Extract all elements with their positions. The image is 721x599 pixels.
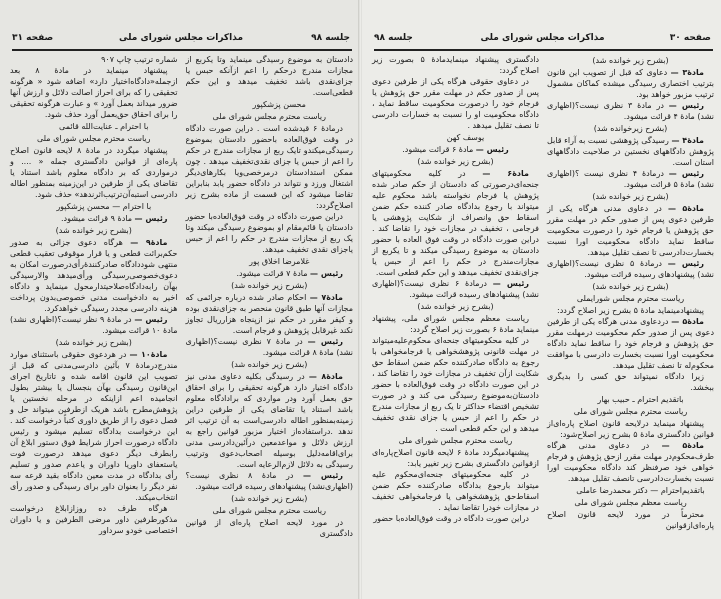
paragraph [186,517,354,539]
paragraph-text: ریاست محترم مجلس شورای ملی [398,436,513,445]
paragraph-text: (بشرح زیر خوانده شد) [231,494,308,503]
paragraph [547,203,714,258]
centered-line [547,497,714,508]
paragraph-text: مادهٔ ۹ قرائت میشود. [60,214,135,223]
paragraph [186,371,354,470]
paragraph [547,371,714,393]
paragraph [10,213,178,224]
centered-line [547,55,714,66]
centered-line [186,280,354,291]
paragraph [547,316,714,371]
paragraph [186,211,354,255]
paragraph-text: در مادهٔ ۹ نظر نیست؟(اظهاری نشد) مادهٔ ۱۰ قرائت میشود. [10,315,178,335]
paragraph [186,123,354,211]
paragraph-text: درمادهٔ ۴ نظری نیست ؟(اظهاری نشد) مادهٔ ۵ قرائت میشود. [547,169,714,189]
paragraph [372,54,539,76]
signature-line [10,201,178,212]
paragraph [547,440,714,484]
paragraph-text: در کلیه محکومیتهای جنحه‌ای محکوم‌علیه‌میتواند در مهلت قانونی پژوهشخواهی یا فرجامخواهی با رجوع به دادگاه صادرکننده حکم ضمن اسقاط حق شکایت ازآن تخفیف در مجازات خود را تقاضا کند ، در این صورت دادگاه در وقت فوق‌العاده با حضور دادستان‌به‌موضوع رسیدگی می کند و در صورت تشخیص اقتضاء حداکثر تا یک ربع از مجازات مندرج در حکم را اعم از حبس یا جزای نقدی تخفیف میدهد و این حکم قطعی است . [372,336,539,433]
centered-line [547,123,714,134]
paragraph-text: هرگاه دعوی جزائی به صدور حکم‌برائت قطعی و یا قرار موقوفی تعقیب قطعی منتهی شوددادگاه صادرکنندهٔ‌رأی‌درصورت امکان به دعوی‌خصوصی‌رسیدگی ورأی‌میدهد والارسیدگی بهآن رابه‌دادگاه‌صلاحیتدار‌محول مینماید و دادگاه اخیر به دادخواست مدنی خصوصی‌بدون پرداخت هزینه دادرسی مجدد رسیدگی خواهدکرد. [10,238,178,313]
text-column [186,54,354,539]
centered-line [10,337,178,348]
paragraph-text: در کلیه محکومیتهای جنحه‌ای‌درصورتی که دادستان از حکم صادر شده پژوهش یا فرجام نخواسته باشد محکوم علیه میتواند با رجوع بدادگاه صادر کننده حکم ضمن اسقاط حق وانصراف از شکایت پژوهشی یا فرجامی ، تخفیف در مجازات خود را تقاضا کند . دراین صورت دادگاه در وقت فوق العاده با حضور دادستان به موضوع رسیدگی میکند و تا یکربع از مجازات‌مندرج در حکم را اعم از حبس یا جزای‌نقدی تخفیف میدهد و این حکم قطعی است. [372,169,539,277]
centered-line [372,435,539,446]
text-columns [10,54,353,539]
session-number: جلسه ۹۸ [374,33,413,43]
speaker-or-article-label: مادهٔ۵ — [671,317,704,326]
paragraph-text: محترماً در مورد لایحه قانون اصلاح پاره‌ای‌ازقوانین [547,510,714,530]
paragraph [372,513,539,524]
text-column [10,54,178,539]
publication-title: مذاکرات مجلس شورای ملی [480,33,605,43]
paragraph-text: در مورد لایحه اصلاح پاره‌ای از قوانین دادگستری [185,518,353,538]
signature-line [186,256,354,267]
speaker-or-article-label: رئیس — [307,337,344,346]
paragraph [547,509,714,531]
paragraph-text: پیشنهاد میگردد در مادهٔ ۸ لایحه قانون اصلاح پاره‌ای از قوانین دادگستری جمله « .... و درمواردی که بر دادگاه معلوم باشد استناد یا تقاضای یکی از طرفین در این‌زمینه بمنظور اطاله دادرسی استبه‌آن‌ترتیب‌اثرندهد» حذف شود. [10,146,178,199]
speaker-or-article-label: رئیس — [310,269,343,278]
paragraph-text: هرگاه طرف ده روزازابلاغ درخواست مذکورطرفین داور مرضی الطرفین و یا داوران اختصاصی خودو سرداور [10,504,178,535]
publication-title: مذاکرات مجلس شورای ملی [118,33,244,43]
paragraph [10,237,178,314]
signature-line [547,394,714,405]
paragraph [372,168,539,278]
page-number: صفحه ۳۱ [12,33,54,43]
paragraph-text: در مادهٔ ۷ نظری نیست؟(اظهاری نشد) مادهٔ ۸ قرائت میشود. [185,337,353,357]
paragraph [372,469,539,513]
speaker-or-article-label: مادهٔ۷ — [309,293,343,302]
paragraph [10,65,178,120]
centered-line [372,156,539,167]
paragraph-text: در هردعوی حقوقی باستثنای موارد مندرج‌درمادهٔ ۷ بآئین دادرسی‌مدنی که قبل از تصویب این قانون اقامه شده و تاتاریخ اجرای این‌قانون رسیدگی بهآن بنجسال یا بیشتر بطول انجامیده اعم ازاینکه در مرحله نخستین یا پژوهش‌مطرح باشد هریک ازطرفین میتواند حل و فصل دعوی را از طریق داوری کتباً درخواست کند . این درخواست بدادگاه تسلیم میشود و رئیس دادگاه درصورت احراز شرایط فوق دستور ابلاغ آن رابطرف دیگر دعوی میدهد درصورت فوت یاستعفای داوریا داوران و یاعدم صدور و تسلیم رأی بدادگاه در مدت معین دادگاه بقید قرعه سه نفر دیگر را بعنوان داور برای رسیدگی و صدور رأی انتخاب‌میکند. [10,350,178,502]
text-columns [372,54,714,531]
centered-line [186,505,354,516]
paragraph-text: رسیدگی پژوهشی نسبت به آراء قابل پژوهش دادگاههای نخستین در صلاحیت دادگاههای استان است. [547,136,714,167]
paragraph-text: (بشرح زیر خوانده شد) [592,192,669,201]
paragraph [547,418,714,440]
signature-line [186,99,354,110]
centered-line [547,406,714,417]
paragraph-text: پیشنهاد مینماید در مادهٔ ۸ بعد ازجمله«دادگاه‌اختیار دارد» اضافه شود « هرگونه تحقیقی را که برای احراز اصالت دلائل و ارزش آنها ضرور میداند بعمل آورد » و عبارت هرگونه تحقیقی را برای احقاق حق‌بعمل آورد حذف شود. [10,66,178,119]
centered-line [10,133,178,144]
paragraph [186,292,354,336]
paragraph-text: مادهٔ ۶ قرائت میشود. [402,145,476,154]
paragraph-text: درمادهٔ ۵ نظری نیست؟(اظهاری نشد) پیشنهادهای رسیده قرائت میشود. [547,259,714,279]
speaker-or-article-label: مادهٔ۵ — [661,441,704,450]
paragraph-text: (بشرح زیر خوانده شد) [417,302,494,311]
centered-line [186,359,354,370]
paragraph-text: ریاست معظم مجلس شورای ملی، پیشنهاد مینماید مادهٔ ۶ بصورت زیر اصلاح گردد: [372,314,539,334]
speaker-or-article-label: مادهٔ۴ — [671,136,704,145]
paragraph-text: ریاست محترم مجلس شورای ملی [212,506,327,515]
paragraph [372,76,539,131]
paragraph-text: در دعاوی مدنی هرگاه یکی از طرفین دعوی پس از صدور حکم در مهلت مقرر حق پژوهش یا فرجام خود را درصورت محکومیت ساقط نماید دادگاه محکومیت اورا نسبت بخسارت‌دادرسی تا نصف تقلیل میدهد. [547,204,714,257]
paragraph [186,268,354,279]
paragraph-text: در دعاوی حقوقی هرگاه یکی از طرفین دعوی پس از صدور حکم در مهلت مقرر حق پژوهش یا فرجام خود را درصورت محکومیت ساقط نماید ، دادگاه محکومیت او را نسبت به خسارات دادرسی تا نصف تقلیل میدهد . [372,77,539,130]
speaker-or-article-label: مادهٔ۵ — [667,204,704,213]
paragraph-text: (بشرح زیر خوانده شد) [417,157,494,166]
paragraph-text: ریاست معظم مجلس شورای ملی [574,498,687,507]
centered-line [186,111,354,122]
paragraph-text: دادگستری پیشنهاد مینمایدمادهٔ ۵ بصورت زیر اصلاح گردد: [372,55,540,75]
paragraph [372,313,539,335]
paragraph-text: دعاوی که قبل از تصویب این قانون بترتیب اختصاری رسیدگی میشده کماکان مشمول ترتیب مزبور خواهد بود. [547,68,714,99]
paragraph-text: در مادهٔ ۸ نظری نیست؟ (اظهاری‌نشد) پیشنهادهای رسیده قرائت میشود. [185,471,353,491]
paragraph [547,305,714,316]
centered-line [547,293,714,304]
paragraph [372,447,539,469]
paragraph-text: پیشنهادمینماید مادهٔ ۵ بشرح زیر اصلاح گردد: [557,306,704,315]
paragraph-text: ریاست محترم مجلس شورای ملی [573,407,688,416]
paragraph-text: ریاست محترم مجلس شورایملی [576,294,685,303]
paragraph-text: در دعاوی مدنی هرگاه طرف‌محکوم‌در مهلت مقرر ازحق پژوهش و فرجام خواهی خود صرفنظر کند دادگاه محکومیت اورا نسبت بخسارت‌دادرسی تانصف تقلیل میدهد. [547,441,714,483]
paragraph-text: باتقدیم‌احترام — دکتر محمدرضا عاملی [576,486,705,495]
centered-line [10,225,178,236]
paragraph-text: محسن پزشکپور [252,100,306,109]
speaker-or-article-label: مادهٔ۸ — [308,372,343,381]
paragraph [372,278,539,300]
paragraph-text: در رسیدگی بکلیه دعاوی مدنی نیز دادگاه اختیار دارد هرگونه تحقیقی را برای احقاق حق بعمل آورد ودر مواردی که برادادگاه معلوم باشد استناد یا تقاضای یکی از طرفین دراین زمینه‌بمنظور اطاله دادرسی‌است به آن ترتیب اثر ندهد .دراستفاده‌از اختیار مزبور قوانین راجع به ارزش دلائل و مواعدمعین درآئین‌دادرسی مدنی برای‌اقامه‌دلیل بوسیله اصحاب‌دعوی وترتیب رسیدگی به دلائل لازم‌الرعایه است. [185,372,353,469]
centered-line [372,144,539,155]
paragraph [186,470,354,492]
paragraph-text: دردعاوی مدنی هرگاه یکی از طرفین دعوی پس از صدور حکم محکومیت درمهلت مقرر حق پژوهش و فرجام خود را ساقط نماید دادگاه محکومیت اورا نسبت بخسارت دادرسی با موافقت محکوم‌له تا نصف تقلیل میدهد. [547,317,714,370]
page-header [12,30,350,46]
paragraph-text: دراین صورت دادگاه در وقت فوق‌العاده‌با حضور دادستان یا قائم‌مقام او بموضوع رسیدگی میکند وتا یک ربع از مجازات مندرج در حکم را اعم از حبس یاجزای نقدی تخفیف میدهد. [185,212,353,254]
paragraph-text: ریاست محترم مجلس شورای ملی [36,134,151,143]
paragraph [186,54,354,98]
paragraph [10,54,178,65]
centered-line [372,301,539,312]
speaker-or-article-label: مادهٔ۶ — [482,169,529,178]
paragraph-text: (بشرح زیر خوانده شد) [231,281,308,290]
paragraph [547,100,714,122]
paragraph-text: دراین صورت دادگاه در وقت فوق‌العاده‌با حضور [373,514,529,523]
paragraph-text: (بشرح زیر خوانده شد) [592,56,669,65]
speaker-or-article-label: رئیس — [668,101,705,110]
speaker-or-article-label: رئیس — [667,259,705,268]
paragraph [10,145,178,200]
centered-line [186,493,354,504]
paragraph-text: در مادهٔ ۳ نظری نیست؟(اظهاری نشد) مادهٔ ۴ قرائت میشود. [547,101,714,121]
header-rule [374,49,713,51]
paragraph-text: (بشرح زیرخوانده شد) [593,124,668,133]
header-rule [12,49,352,51]
paragraph-text: پیشنهادمیگردد مادهٔ ۶ لایحه قانون اصلاح‌پاره‌ای ازقوانین دادگستری بشرح زیر تغییر یابد: [372,448,539,468]
speaker-or-article-label: مادهٔ۹ — [130,238,168,247]
signature-line [372,132,539,143]
paragraph-text: یوسف کهن [446,133,485,142]
paragraph-text: احکام صادر شده درباره جرائمی که مجازات آنها طبق قانون منحصر به جزای‌نقدی بوده و کیفر مقرر در حکم نیز ازپنجاه هزارریال تجاوز نکند غیرقابل پژوهش و فرجام است. [185,293,353,335]
paragraph-text: شماره ترتیب چاپ ۹۰۷ [101,55,178,64]
speaker-or-article-label: مادهٔ۱۰ — [129,350,168,359]
paragraph [186,336,354,358]
page-30 [362,0,721,599]
paragraph [10,349,178,503]
paragraph [372,335,539,434]
speaker-or-article-label: مادهٔ۳ — [670,68,704,77]
centered-line [547,191,714,202]
paragraph [10,314,178,336]
paragraph-text: زیرا دادگاه نمیتواند حق کسی را بدیگری ببخشد. [547,372,714,392]
text-column [372,54,539,531]
paragraph-text: درمادهٔ ۶ نظری نیست؟(اظهاری نشد) پیشنهادهای رسیده قرائت میشود. [372,279,539,299]
paragraph [547,67,714,100]
page-number: صفحه ۳۰ [669,33,711,43]
paragraph-text: (بشرح زیر خوانده شد) [231,360,308,369]
paragraph [547,168,714,190]
paragraph-text: مادهٔ ۷ قرائت میشود. [236,269,311,278]
signature-line [547,485,714,496]
page-header [374,30,711,46]
speaker-or-article-label: رئیس — [134,315,168,324]
paragraph-text: دادستان به موضوع رسیدگی مینماید وتا یکربع از مجازات مندرج درحکم را اعم ازآنکه حبس یا جزای‌نقدی باشد تخفیف میدهد و این حکم قطعی‌است. [185,55,353,97]
paragraph-text: ریاست محترم مجلس شورای ملی [212,112,327,121]
paragraph [547,258,714,280]
paragraph-text: باتقدیم احترام ـ حبیب بهار [597,395,684,404]
signature-line [10,121,178,132]
speaker-or-article-label: رئیس — [134,214,168,223]
paragraph-text: در کلیه محکومیتهای جنحه‌ای‌محکوم علیه میتواند بارجوع بدادگاه صادرکننده حکم ضمن اسقاط‌حق پژوهشخواهی یا فرجامخواهی تخفیف در مجازات خود‌را تقاضا نماید . [372,470,539,512]
paragraph-text: با احترام ـ عنایت‌الله قائمی [59,122,149,131]
speaker-or-article-label: رئیس — [303,471,344,480]
paragraph-text: (بشرح زیر خوانده شد) [55,338,132,347]
paragraph [547,135,714,168]
paragraph-text: (بشرح زیر خوانده شد) [55,226,132,235]
paragraph-text: پیشنهاد مینماید درلایحه قانون اصلاح پاره‌ای‌از قوانین دادگستری مادهٔ ۵ بشرح زیر اصلاح‌شود: [547,419,714,439]
paragraph-text: (بشرح زیر خوانده شد) [592,282,669,291]
speaker-or-article-label: رئیس — [492,279,530,288]
paragraph [10,503,178,536]
text-column [547,54,714,531]
paragraph-text: غلامرضا اخلاق پور [249,257,310,266]
session-number: جلسه ۹۸ [311,33,350,43]
paragraph-text: درمادهٔ ۶ قیدشده است . دراین صورت دادگاه در وقت فوق‌العاده باحضور دادستان بموضوع رسیدگی‌میکندو تایک ربع از مجازات مندرج در حکم را اعم از حبس یا جزای نقدی‌تخفیف میدهد . چون ممکن استدادستان درمرخصی‌ویا بکارهای‌دیگر اشتغال ورزد و نتواند در دادگاه حضور یابد بنابراین تقاضا میشود که این قسمت از ماده بشرح زیر اصلاح‌گردد: [185,124,353,210]
speaker-or-article-label: رئیس — [668,169,705,178]
paragraph-text: با احترام — محسن پزشکپور [56,202,152,211]
page-31 [0,0,360,599]
speaker-or-article-label: رئیس — [475,145,509,154]
centered-line [547,281,714,292]
